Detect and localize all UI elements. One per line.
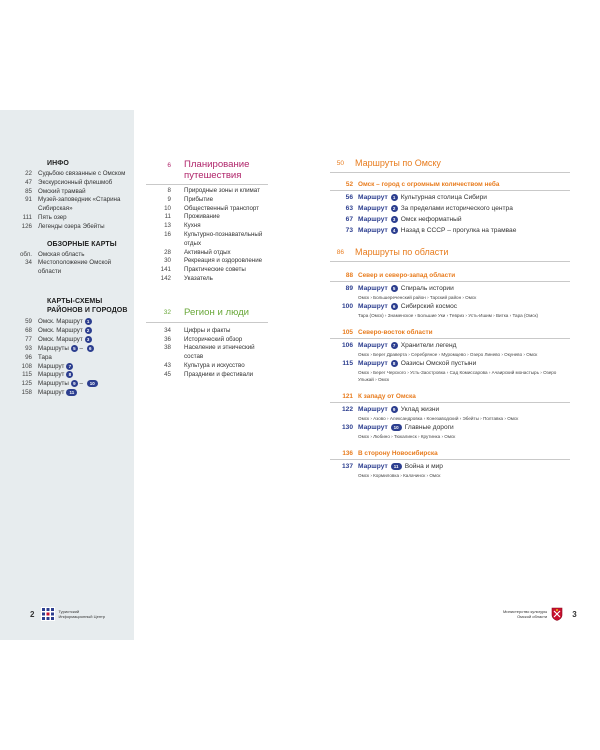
route-badge: 11: [66, 389, 77, 396]
route-title: Культурная столица Сибири: [400, 194, 487, 201]
route-badge: 1: [85, 318, 92, 325]
route-item: [330, 203, 570, 214]
planning-num: 6: [167, 162, 171, 169]
route-badge: 6: [391, 303, 398, 310]
route-badge: 9: [391, 406, 398, 413]
route-row: [330, 283, 570, 294]
page-number: 9: [167, 195, 171, 203]
list-item: [10, 170, 128, 179]
route-label: Маршрут: [358, 360, 388, 367]
subsection-title: К западу от Омска: [358, 393, 416, 400]
page-number: 106: [341, 342, 353, 349]
page-number: 136: [342, 450, 353, 457]
item-text: Омск. Маршрут 3: [38, 336, 128, 345]
item-text: Культурно-познавательный отдых: [184, 230, 263, 247]
route-group: [330, 329, 570, 383]
page-number: 52: [345, 181, 353, 188]
omsk-section: [330, 181, 570, 236]
list-item: [143, 327, 268, 336]
left-column: [10, 160, 128, 398]
item-text: Маршруты 5 – 6: [38, 345, 128, 354]
item-text: Маршрут 8: [38, 371, 128, 380]
list-item: [143, 231, 268, 249]
item-text: Проживание: [184, 213, 220, 221]
list-item: [10, 214, 128, 223]
planning-rule: [146, 184, 268, 185]
route-label: Маршрут: [358, 463, 388, 470]
page-number: 73: [345, 227, 353, 234]
list-item: [10, 196, 128, 214]
route-badge: 2: [85, 327, 92, 334]
list-item: [10, 327, 128, 336]
route-badge: 8: [391, 360, 398, 367]
overview-list: [10, 251, 128, 277]
page-number: 11: [164, 213, 171, 221]
list-item: [10, 318, 128, 327]
page-number: 141: [160, 266, 171, 274]
item-text: Тара: [38, 353, 52, 361]
page-number: 28: [164, 248, 171, 256]
region-header: [143, 307, 268, 318]
page-number: 115: [22, 371, 32, 379]
page-number: 122: [341, 406, 353, 413]
item-text: Маршрут 7: [38, 363, 128, 372]
subsection-rule: [330, 338, 570, 339]
page-number: 105: [342, 329, 353, 336]
page-number: 68: [25, 326, 32, 334]
list-item: [143, 257, 268, 266]
route-badge: 9: [71, 380, 78, 387]
page-number: 121: [342, 393, 353, 400]
page-number: 56: [345, 194, 353, 201]
route-badge: 7: [391, 342, 398, 349]
subsection-title: Северо-восток области: [358, 329, 433, 336]
route-label: Маршрут: [358, 205, 388, 212]
route-label: Маршрут: [358, 342, 388, 349]
route-badge: 7: [66, 363, 73, 370]
route-title: Оазисы Омской пустыни: [400, 360, 477, 367]
route-row: [330, 203, 570, 214]
item-text: Омская область: [38, 250, 85, 258]
item-text: Местоположение Омской области: [38, 259, 112, 276]
route-group: [330, 450, 570, 479]
region-title: Регион и люди: [184, 306, 250, 318]
omsk-title: Маршруты по Омску: [355, 158, 441, 168]
route-path: Омск › Любино › Тюкалинск › Крутинка › Омск: [358, 434, 456, 439]
ministry-emblem-icon: [550, 607, 564, 621]
page-number: 13: [164, 222, 171, 230]
list-item: [10, 223, 128, 232]
item-text: Цифры и факты: [184, 326, 231, 334]
page-number: 38: [164, 344, 171, 352]
item-text: Праздники и фестивали: [184, 370, 254, 378]
route-badge: 11: [391, 463, 402, 470]
item-text: Маршрут 11: [38, 389, 128, 398]
list-item: [10, 188, 128, 197]
omsk-rule: [330, 172, 570, 173]
item-text: Кухня: [184, 222, 201, 230]
route-badge: 8: [66, 371, 73, 378]
page-number: 115: [342, 360, 353, 367]
subsection-header: [330, 329, 570, 336]
page-number: 34: [25, 259, 32, 267]
region-list: [143, 327, 268, 380]
page-number: 125: [21, 380, 32, 388]
tic-logo-icon: [41, 607, 55, 621]
route-item: [330, 214, 570, 225]
item-text: Омск. Маршрут 2: [38, 327, 128, 336]
overview-title: ОБЗОРНЫЕ КАРТЫ: [47, 240, 117, 248]
route-item: [330, 422, 570, 440]
route-row: [330, 301, 570, 312]
route-row: [330, 225, 570, 236]
route-row: [330, 214, 570, 225]
page-number: 96: [25, 353, 32, 361]
route-group: [330, 272, 570, 319]
item-text: Музей-заповедник «Старина Сибирская»: [38, 196, 121, 213]
middle-column: [143, 160, 268, 380]
subsection-header: [330, 181, 570, 188]
route-badge: 4: [391, 227, 398, 234]
page-number: 137: [341, 463, 353, 470]
route-label: Маршрут: [358, 303, 388, 310]
route-title: За пределами исторического центра: [400, 205, 513, 212]
route-badge: 2: [391, 205, 398, 212]
item-text: Население и этнический состав: [184, 344, 255, 361]
subsection-rule: [330, 190, 570, 191]
page-number: 47: [25, 178, 32, 186]
right-column: [330, 158, 570, 479]
route-path: Омск › Берег Черского › Усть-Заостровка › Сад Комиссарова › Ачаирский монастырь › Озеро Ульжай › Омск: [358, 370, 557, 382]
list-item: [143, 371, 268, 380]
list-item: [143, 213, 268, 222]
list-item: [143, 336, 268, 345]
subsection-header: [330, 393, 570, 400]
subsection-header: [330, 272, 570, 279]
page-number: 77: [25, 335, 32, 343]
route-row: [330, 422, 570, 433]
route-item: [330, 404, 570, 422]
page-number: 111: [22, 213, 32, 221]
list-item: [10, 179, 128, 188]
item-text: Омский трамвай: [38, 187, 86, 195]
route-group: [330, 393, 570, 440]
list-item: [143, 222, 268, 231]
page-number: 16: [164, 230, 171, 238]
omsk-num: 50: [336, 159, 344, 167]
oblast-title: Маршруты по области: [355, 247, 449, 257]
list-item: [10, 389, 128, 398]
item-text: Прибытие: [184, 195, 214, 203]
route-path: Омск › Берег Драверта › Серебряное › Муромцево › Озеро Линево › Окунево › Омск: [358, 352, 538, 357]
item-text: Культура и искусство: [184, 361, 245, 369]
page-number: 67: [345, 216, 353, 223]
page-number: 8: [167, 187, 171, 194]
page-number: 100: [341, 303, 353, 310]
route-title: Уклад жизни: [400, 406, 440, 413]
oblast-section: [330, 272, 570, 479]
route-row: [330, 358, 570, 369]
item-text: Маршруты 9 – 10: [38, 380, 128, 389]
route-badge: 3: [85, 336, 92, 343]
item-text: Указатель: [184, 274, 213, 282]
item-text: Активный отдых: [184, 248, 231, 256]
page-number: 130: [341, 424, 353, 431]
page-number: 126: [21, 222, 32, 230]
info-list: [10, 170, 128, 232]
maps-title-line1: КАРТЫ-СХЕМЫ: [47, 297, 103, 305]
footer-right: [503, 607, 577, 621]
oblast-num: 86: [336, 248, 344, 256]
route-item: [330, 192, 570, 203]
page-number: 93: [25, 344, 32, 352]
route-label: Маршрут: [358, 406, 388, 413]
route-label: Маршрут: [358, 216, 388, 223]
range-dash: –: [77, 344, 85, 352]
footer-left: [30, 607, 105, 621]
subsection-rule: [330, 402, 570, 403]
route-title: Война и мир: [404, 463, 443, 470]
item-text: Судьбою связанные с Омском: [38, 170, 126, 177]
route-item: [330, 301, 570, 319]
page-number: 158: [21, 389, 32, 397]
route-row: [330, 340, 570, 351]
route-title: Омск неформатный: [400, 216, 462, 223]
route-badge: 10: [391, 424, 402, 431]
route-item: [330, 461, 570, 479]
route-row: [330, 192, 570, 203]
route-badge: 6: [87, 345, 94, 352]
page-number: 108: [21, 362, 32, 370]
route-title: Хранители легенд: [400, 342, 457, 349]
maps-list: [10, 318, 128, 398]
page-number: 63: [345, 205, 353, 212]
item-text: Природные зоны и климат: [184, 187, 260, 194]
planning-header: [143, 160, 268, 181]
route-label: Маршрут: [358, 227, 388, 234]
info-title: ИНФО: [47, 160, 69, 167]
item-text: Экскурсионный флешмоб: [38, 178, 113, 186]
page-number: 85: [25, 187, 32, 195]
list-item: [10, 345, 128, 354]
route-badge: 1: [391, 194, 398, 201]
page-number: 34: [164, 326, 171, 334]
subsection-rule: [330, 459, 570, 460]
route-badge: 5: [71, 345, 78, 352]
route-label: Маршрут: [358, 285, 388, 292]
route-label: Маршрут: [358, 424, 388, 431]
route-path: Омск › Большереченский район › Тарский район › Омск: [358, 295, 477, 300]
region-rule: [146, 322, 268, 323]
list-item: [143, 249, 268, 258]
route-badge: 5: [391, 285, 398, 292]
route-title: Сибирский космос: [400, 303, 458, 310]
item-text: Практические советы: [184, 266, 246, 274]
route-path: Омск › Азово › Александровка › Конезаводский › Эбейты › Полтавка › Омск: [358, 416, 519, 421]
item-text: Пять озер: [38, 213, 67, 221]
list-item: [143, 266, 268, 275]
omsk-header: [330, 158, 570, 168]
subsection-rule: [330, 281, 570, 282]
list-item: [10, 336, 128, 345]
page-number: 43: [164, 361, 171, 369]
subsection-title: Омск – город с огромным количеством неба: [358, 181, 500, 188]
list-item: [10, 259, 128, 277]
maps-title: [10, 297, 128, 316]
item-text: Рекреация и оздоровление: [184, 257, 263, 265]
page-number: 88: [345, 272, 353, 279]
page-number: 45: [164, 370, 171, 378]
left-page-number: 2: [30, 609, 35, 619]
region-num: 32: [163, 308, 171, 316]
route-row: [330, 461, 570, 472]
route-badge: 10: [87, 380, 98, 387]
list-item: [10, 354, 128, 363]
subsection-title: Север и северо-запад области: [358, 272, 456, 279]
list-item: [10, 363, 128, 372]
page-number: 22: [25, 170, 32, 177]
page-number: 10: [164, 204, 171, 212]
list-item: [143, 205, 268, 214]
planning-title: Планирование путешествия: [184, 159, 250, 181]
item-text: Легенды озера Эбейты: [38, 222, 105, 230]
left-org: Туристский Информационный Центр: [58, 609, 106, 619]
list-item: [143, 344, 268, 362]
list-item: [143, 275, 268, 284]
page-number: 30: [164, 257, 171, 265]
route-item: [330, 358, 570, 383]
list-item: [143, 187, 268, 196]
maps-title-line2: РАЙОНОВ И ГОРОДОВ: [47, 307, 128, 315]
page-number: 89: [345, 285, 353, 292]
page-number: 36: [164, 335, 171, 343]
route-label: Маршрут: [358, 194, 388, 201]
range-dash: –: [77, 380, 85, 388]
route-title: Спираль истории: [400, 285, 454, 292]
oblast-rule: [330, 261, 570, 262]
route-item: [330, 340, 570, 358]
route-path: Омск › Кормиловка › Калачинск › Омск: [358, 473, 441, 478]
item-text: Общественный транспорт: [184, 204, 260, 212]
right-page-number: 3: [572, 609, 577, 619]
list-item: [10, 380, 128, 389]
list-item: [143, 362, 268, 371]
subsection-header: [330, 450, 570, 457]
item-text: Омск. Маршрут 1: [38, 318, 128, 327]
oblast-header: [330, 247, 570, 257]
list-item: [10, 251, 128, 260]
route-title: Назад в СССР – прогулка на трамвае: [400, 227, 517, 234]
subsection-title: В сторону Новосибирска: [358, 450, 438, 457]
page-number: обл.: [19, 250, 32, 258]
page-number: 142: [160, 274, 171, 282]
item-text: Исторический обзор: [184, 335, 243, 343]
route-row: [330, 404, 570, 415]
route-item: [330, 283, 570, 301]
route-badge: 3: [391, 216, 398, 223]
planning-list: [143, 187, 268, 284]
right-org: Министерство культуры Омской области: [503, 609, 548, 619]
route-title: Главные дороги: [404, 424, 454, 431]
page-number: 59: [25, 317, 32, 325]
route-path: Тара (Омск) › Знаменское › Большие Уки › Тевриз › Усть-Ишим › Витка › Тара (Омск): [358, 313, 539, 318]
page-number: 91: [25, 196, 32, 204]
route-item: [330, 225, 570, 236]
list-item: [143, 196, 268, 205]
list-item: [10, 371, 128, 380]
